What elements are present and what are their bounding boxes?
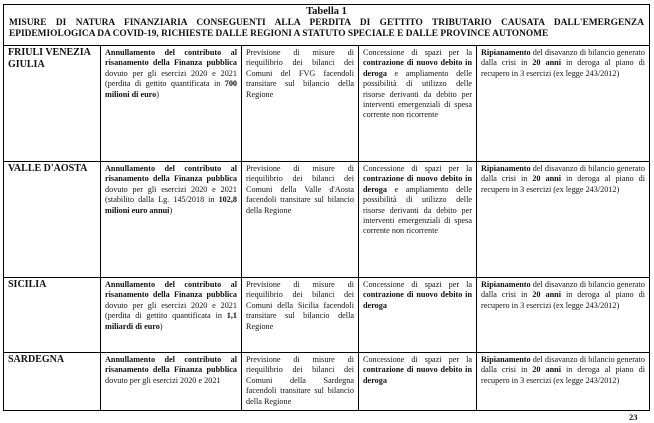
debt-cell: Concessione di spazi per la contrazione di nuovo debito in deroga e ampliamento delle possibilità di utilizzo delle risorse derivanti da debito per interventi emergenziali di spesa corrente non ricorrente [359, 46, 477, 161]
bold-text: 20 anni [532, 365, 561, 375]
bold-text: contrazione di nuovo debito in deroga [363, 290, 472, 310]
bold-text: 20 anni [532, 290, 561, 300]
contribution-cell: Annullamento del contributo al risanamento della Finanza pubblica dovuto per gli esercizi 2020 e 2021 (perdita di gettito quantificata in 1,1 miliardi di euro) [101, 278, 242, 352]
region-name: VALLE D'AOSTA [4, 162, 101, 277]
table-row [4, 46, 649, 162]
bold-text: contrazione di nuovo debito in deroga [363, 174, 472, 194]
table-label: Tabella 1 [306, 6, 347, 17]
bold-text: Annullamento del contributo al risanamento della Finanza pubblica [105, 355, 237, 375]
bold-text: Annullamento del contributo al risanamento della Finanza pubblica [105, 164, 237, 184]
table-title-cell [4, 5, 649, 46]
debt-cell: Concessione di spazi per la contrazione di nuovo debito in deroga [359, 278, 477, 352]
bold-text: Ripianamento [481, 48, 531, 57]
contribution-cell: Annullamento del contributo al risanamento della Finanza pubblica dovuto per gli esercizi 2020 e 2021 (stabilito dalla Lg. 145/2018 in 102,8 milioni euro annui) [101, 162, 242, 277]
region-name: FRIULI VENEZIA GIULIA [4, 46, 101, 161]
measures-table [3, 4, 650, 411]
bold-text: 20 anni [532, 174, 561, 184]
deficit-cell: Ripianamento del disavanzo di bilancio generato dalla crisi in 20 anni in deroga al piano di recupero in 3 esercizi (ex legge 243/2012) [481, 48, 645, 78]
rebalancing-cell: Previsione di misure di riequilibrio dei bilanci dei Comuni della Valle d'Aosta facendoli transitare sul bilancio della Regione [242, 162, 359, 277]
rebalancing-cell: Previsione di misure di riequilibrio dei bilanci dei Comuni del FVG facendoli transitare sul bilancio della Regione [242, 46, 359, 161]
table-heading: MISURE DI NATURA FINANZIARIA CONSEGUENTI ALLA PERDITA DI GETTITO TRIBUTARIO CAUSATA DALL'EMERGENZA EPIDEMIOLOGICA DA COVID-19, RICHIESTE DALLE REGIONI A STATUTO SPECIALE E DALLE PROVINCE AUTONOME [9, 18, 644, 40]
bold-text: Annullamento del contributo al risanamento della Finanza pubblica [105, 48, 237, 68]
bold-text: Ripianamento [481, 164, 531, 173]
bold-text: Annullamento del contributo al risanamento della Finanza pubblica [105, 280, 237, 300]
table-row [4, 162, 649, 278]
region-name: SARDEGNA [4, 353, 101, 410]
bold-text: 700 milioni di euro [105, 79, 237, 99]
bold-text: 1,1 miliardi di euro [105, 311, 237, 331]
contribution-cell: Annullamento del contributo al risanamento della Finanza pubblica dovuto per gli esercizi 2020 e 2021 (perdita di gettito quantificata in 700 milioni di euro) [101, 46, 242, 161]
deficit-cell: Ripianamento del disavanzo di bilancio generato dalla crisi in 20 anni in deroga al piano di recupero in 3 esercizi (ex legge 243/2012) [481, 164, 645, 194]
debt-cell: Concessione di spazi per la contrazione di nuovo debito in deroga e ampliamento delle possibilità di utilizzo delle risorse derivanti da debito per interventi emergenziali di spesa corrente non ricorrente [359, 162, 477, 277]
deficit-cell: Ripianamento del disavanzo di bilancio generato dalla crisi in 20 anni in deroga al piano di recupero in 3 esercizi (ex legge 243/2012) [481, 355, 645, 385]
debt-cell: Concessione di spazi per la contrazione di nuovo debito in deroga [359, 353, 477, 410]
bold-text: Ripianamento [481, 280, 531, 289]
deficit-cell: Ripianamento del disavanzo di bilancio generato dalla crisi in 20 anni in deroga al piano di recupero in 3 esercizi (ex legge 243/2012) [481, 280, 645, 310]
rebalancing-cell: Previsione di misure di riequilibrio dei bilanci dei Comuni della Sicilia facendoli transitare sul bilancio della Regione [242, 278, 359, 352]
contribution-cell: Annullamento del contributo al risanamento della Finanza pubblica dovuto per gli esercizi 2020 e 2021 [101, 353, 242, 410]
bold-text: contrazione di nuovo debito in deroga [363, 365, 472, 385]
rebalancing-cell: Previsione di misure di riequilibrio dei bilanci dei Comuni della Sardegna facendoli transitare sul bilancio della Regione [242, 353, 359, 410]
region-name: SICILIA [4, 278, 101, 352]
bold-text: 102,8 milioni euro annui [105, 195, 237, 215]
bold-text: 20 anni [532, 58, 561, 68]
page-number: 23 [629, 412, 638, 422]
table-row [4, 278, 649, 353]
bold-text: Ripianamento [481, 355, 531, 364]
bold-text: contrazione di nuovo debito in deroga [363, 58, 472, 78]
table-row [4, 353, 649, 410]
